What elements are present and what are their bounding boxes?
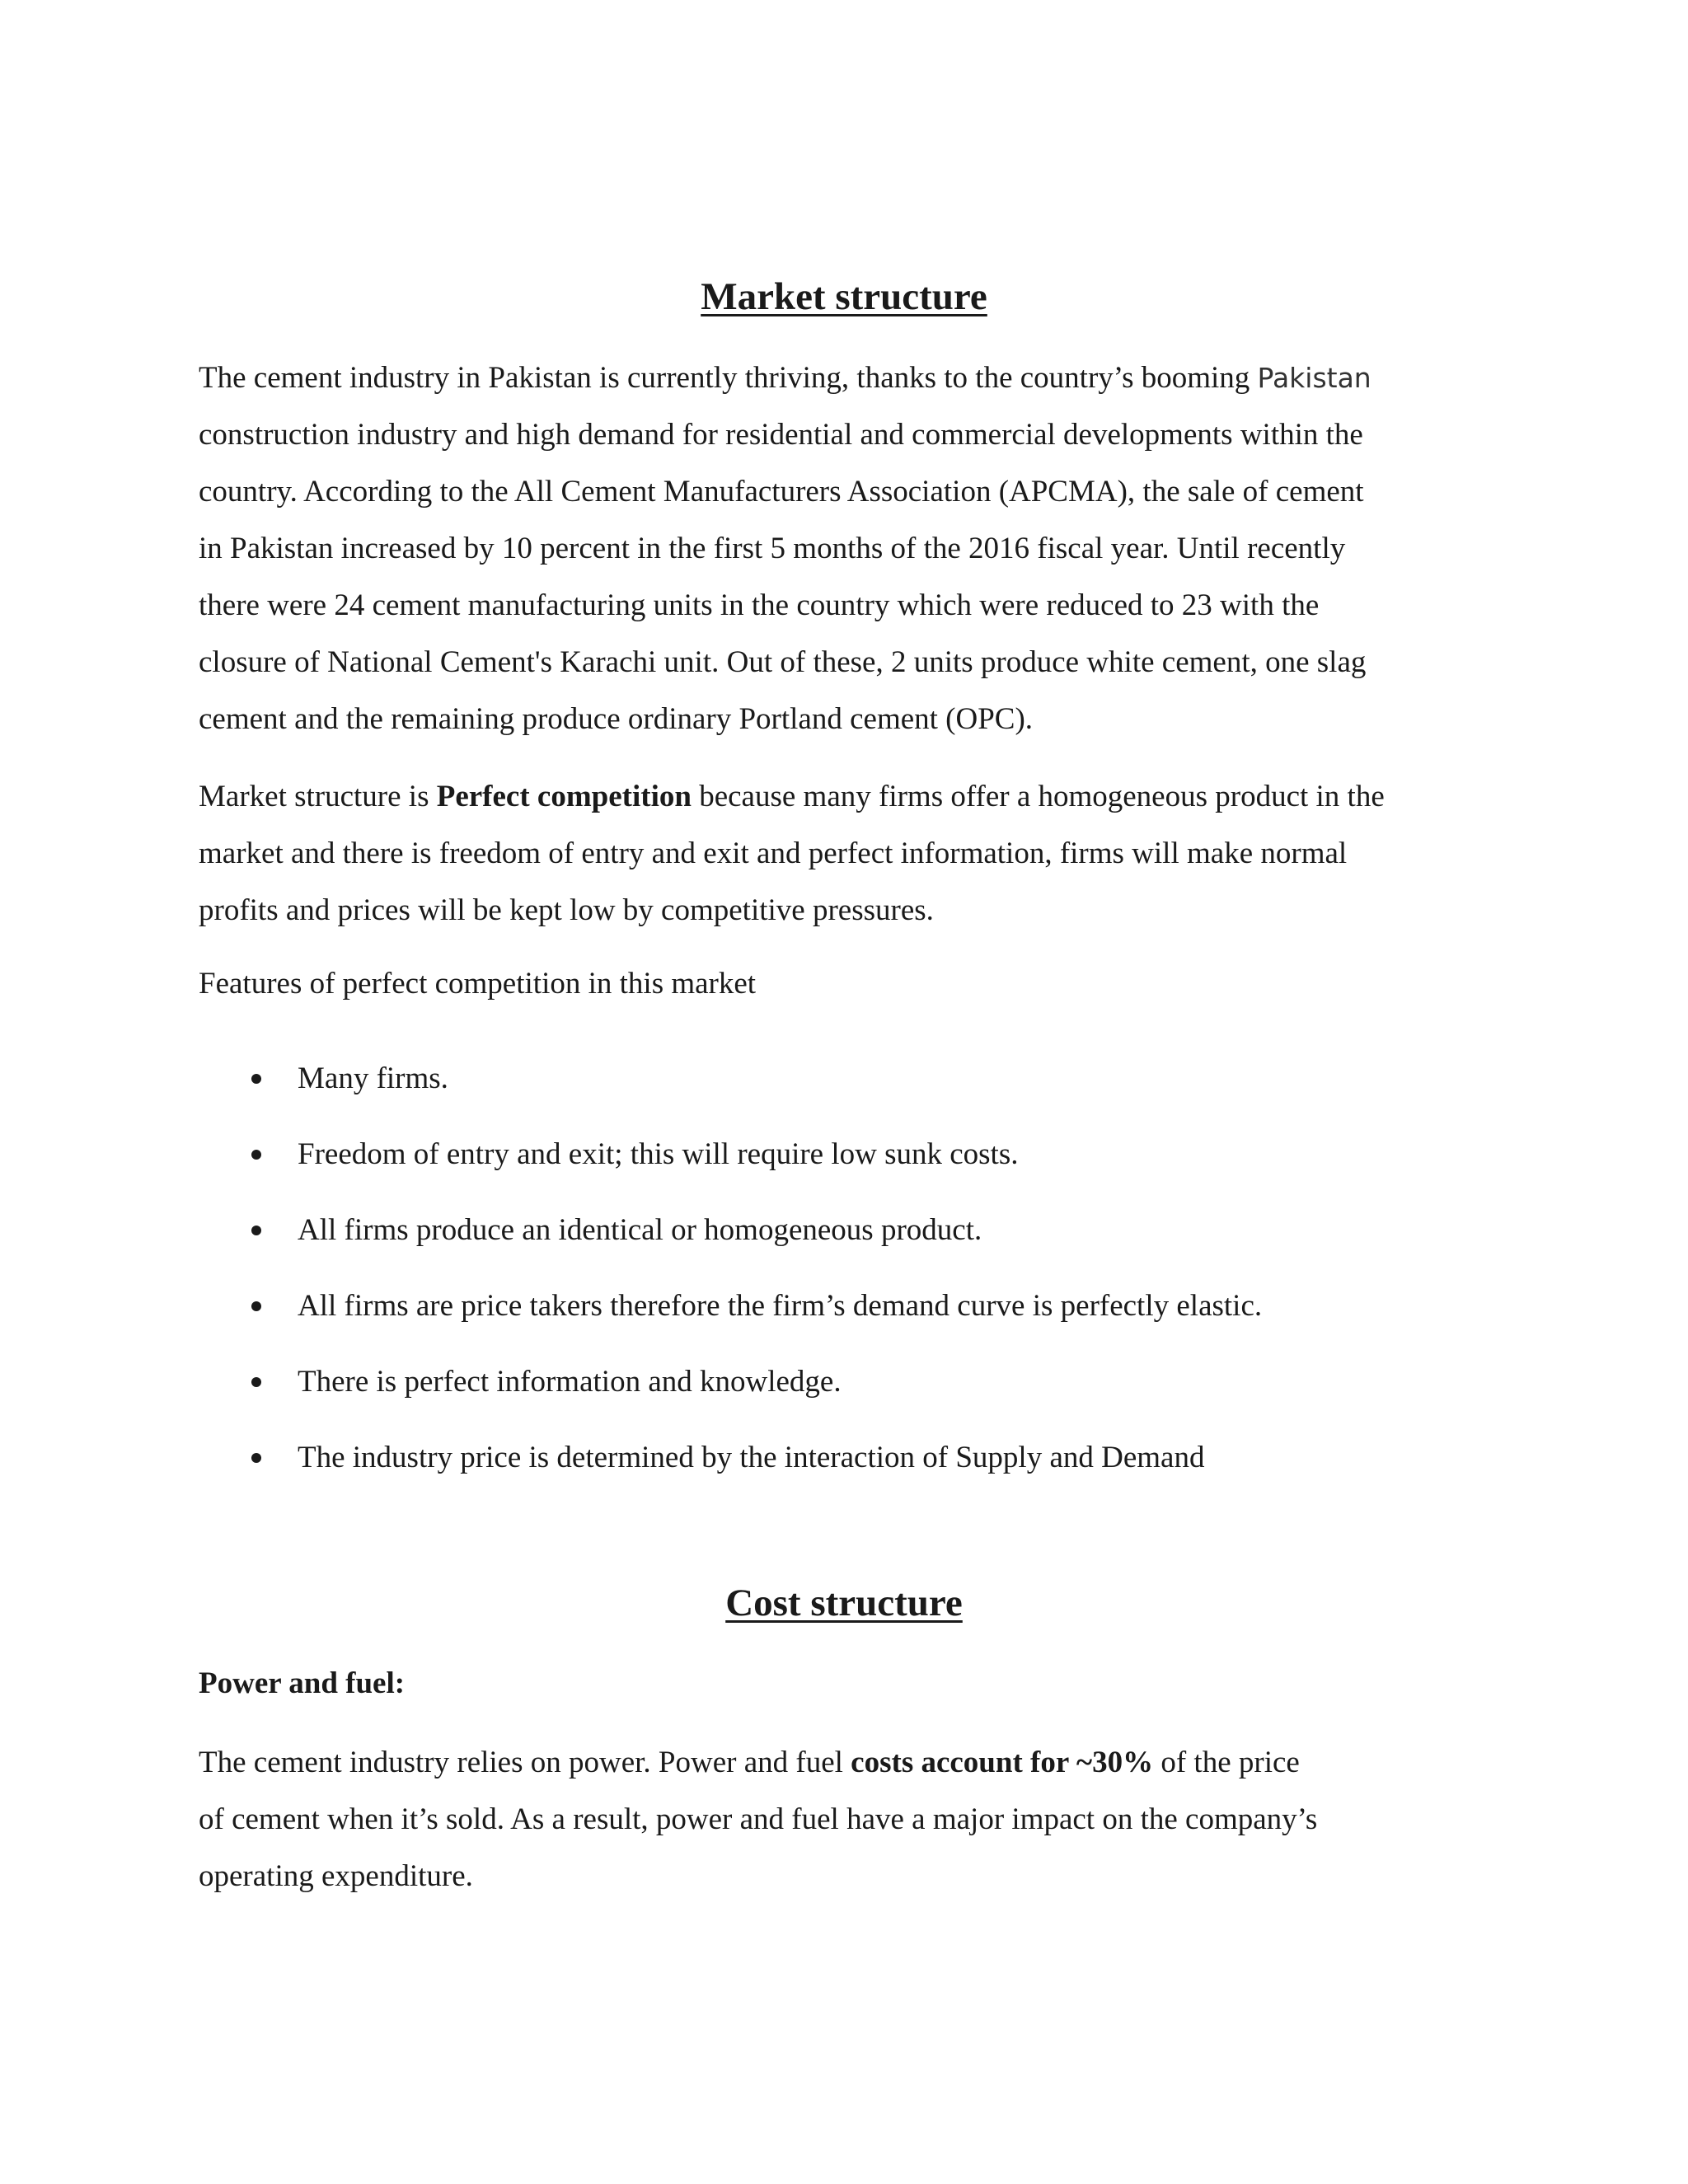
- features-list: [199, 1057, 1262, 1512]
- power-fuel-line: operating expenditure.: [199, 1859, 473, 1893]
- bullet-icon: [251, 1226, 261, 1235]
- intro-line: The cement industry in Pakistan is currently thriving, thanks to the country’s booming Pakistan: [199, 361, 1372, 395]
- market-structure-heading: Market structure: [701, 275, 987, 318]
- bullet-icon: [251, 1301, 261, 1311]
- cost-structure-heading: Cost structure: [725, 1582, 963, 1624]
- intro-line: construction industry and high demand for residential and commercial developments within the: [199, 418, 1363, 452]
- intro-line: cement and the remaining produce ordinary Portland cement (OPC).: [199, 702, 1034, 736]
- intro-line: in Pakistan increased by 10 percent in the first 5 months of the 2016 fiscal year. Until recently: [199, 532, 1346, 565]
- perfect-competition-term: Perfect competition: [436, 780, 692, 813]
- intro-paragraph: [199, 349, 1517, 748]
- power-fuel-line: of cement when it’s sold. As a result, power and fuel have a major impact on the company’s: [199, 1802, 1318, 1836]
- competition-paragraph: [199, 768, 1517, 939]
- list-item: Many firms.: [199, 1057, 1262, 1133]
- power-fuel-paragraph: [199, 1734, 1517, 1905]
- list-item: The industry price is determined by the interaction of Supply and Demand: [199, 1436, 1262, 1512]
- power-fuel-line: The cement industry relies on power. Power and fuel costs account for ~30% of the price: [199, 1746, 1300, 1779]
- bullet-icon: [251, 1453, 261, 1463]
- cost-share-term: costs account for ~30%: [851, 1746, 1154, 1779]
- competition-line: Market structure is Perfect competition because many firms offer a homogeneous product in the: [199, 780, 1385, 813]
- bullet-icon: [251, 1377, 261, 1387]
- competition-line: market and there is freedom of entry and exit and perfect information, firms will make normal: [199, 837, 1348, 870]
- features-intro: Features of perfect competition in this market: [199, 967, 757, 1001]
- list-item: Freedom of entry and exit; this will require low sunk costs.: [199, 1133, 1262, 1209]
- power-fuel-subheading: Power and fuel:: [199, 1666, 406, 1700]
- list-item: There is perfect information and knowledge.: [199, 1361, 1262, 1436]
- bullet-icon: [251, 1150, 261, 1160]
- intro-line: closure of National Cement's Karachi unit. Out of these, 2 units produce white cement, one slag: [199, 645, 1367, 679]
- intro-line: country. According to the All Cement Manufacturers Association (APCMA), the sale of cement: [199, 475, 1364, 509]
- list-item: All firms produce an identical or homogeneous product.: [199, 1209, 1262, 1285]
- intro-line: there were 24 cement manufacturing units in the country which were reduced to 23 with the: [199, 588, 1320, 622]
- bullet-icon: [251, 1074, 261, 1084]
- competition-line: profits and prices will be kept low by competitive pressures.: [199, 893, 934, 927]
- list-item: All firms are price takers therefore the firm’s demand curve is perfectly elastic.: [199, 1285, 1262, 1361]
